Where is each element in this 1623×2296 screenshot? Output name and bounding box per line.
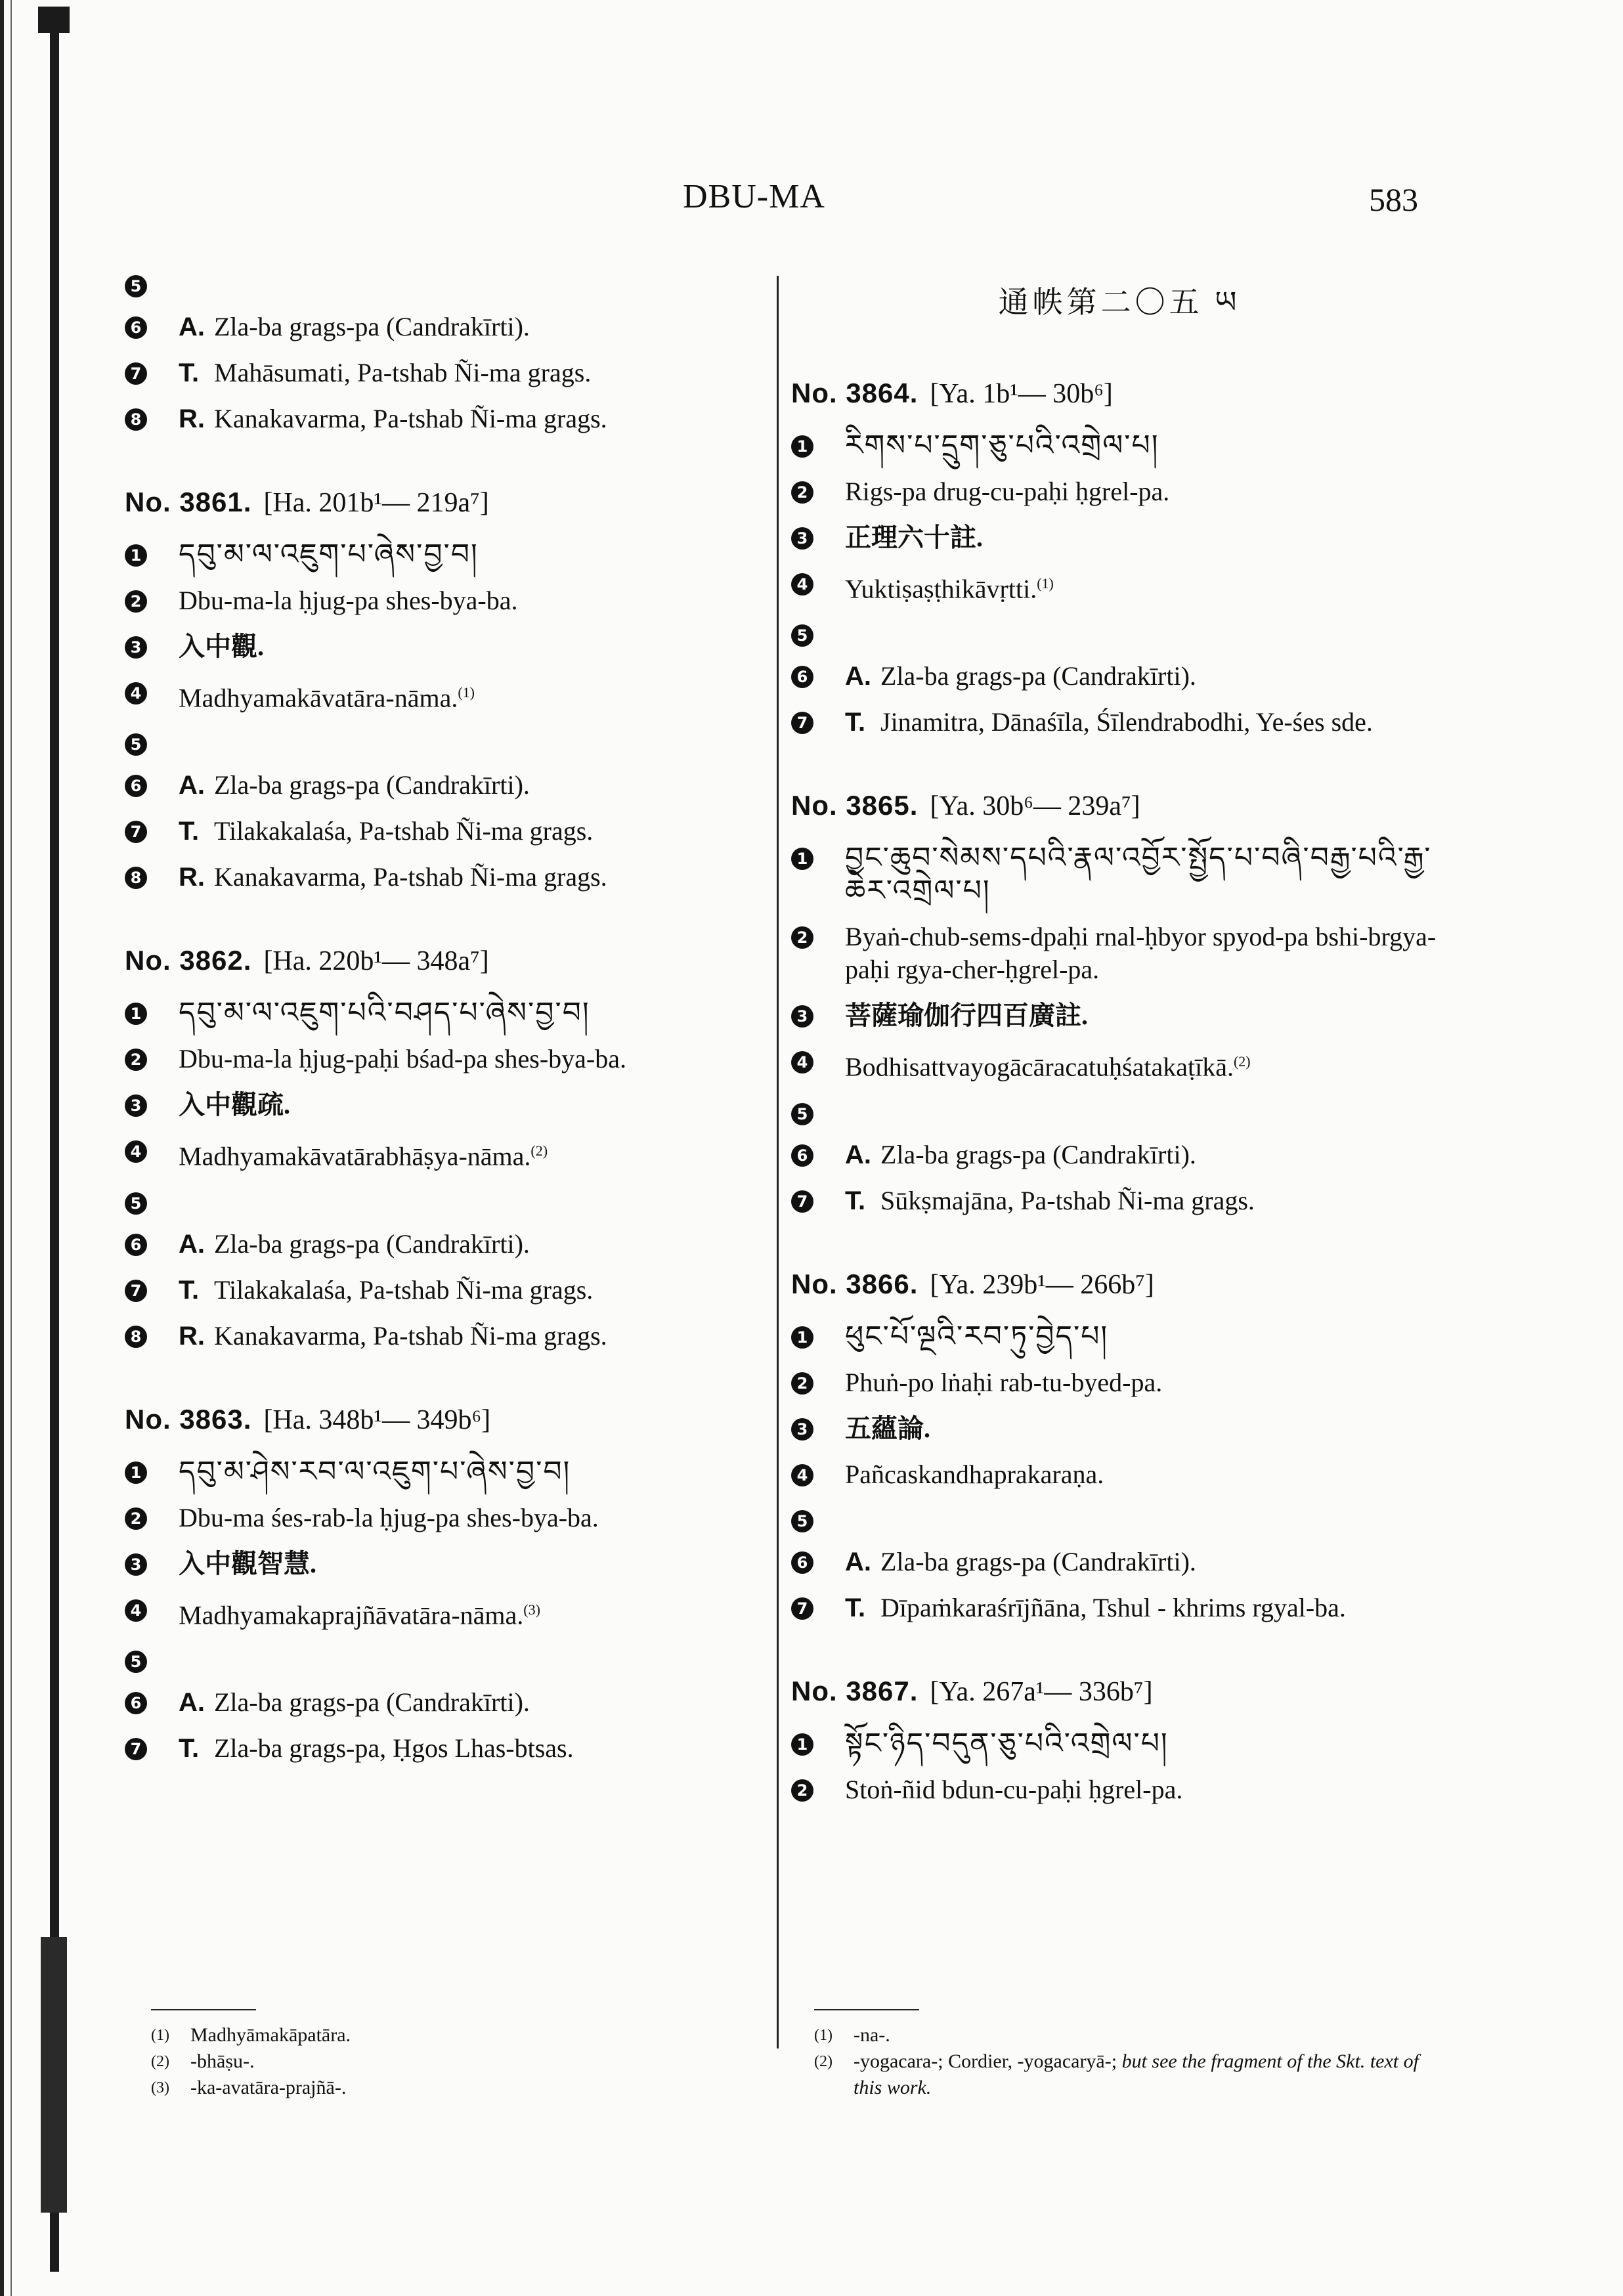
entry-text-value: Pañcaskandhaprakaraṇa. <box>845 1459 1104 1489</box>
entry-number: No. 3864. <box>791 378 919 408</box>
circled-number-icon: 7 <box>125 362 147 385</box>
footnotes-left <box>151 1983 742 2101</box>
entry-text <box>845 1045 1448 1083</box>
entry-line <box>791 706 1448 739</box>
entry-text-value: Sūkṣmajāna, Pa-tshab Ñi-ma grags. <box>880 1185 1255 1215</box>
footnote-text-value: -ka-avatāra-prajñā-. <box>190 2077 347 2098</box>
catalog-entry <box>791 790 1448 1217</box>
entry-number: No. 3862. <box>125 945 252 976</box>
circled-number-icon: 5 <box>791 624 813 647</box>
role-label: T. <box>179 358 200 387</box>
footnote-rule <box>151 2009 256 2010</box>
circled-number-icon: 5 <box>791 1103 813 1125</box>
entry-text-value: Zla-ba grags-pa (Candrakīrti). <box>214 1228 530 1259</box>
circled-number-icon: 1 <box>125 544 147 567</box>
entry-text-value: 菩薩瑜伽行四百廣註. <box>845 1001 1088 1031</box>
entry-text <box>214 1686 775 1719</box>
circled-number-icon: 2 <box>125 1049 147 1071</box>
role-label: R. <box>179 1321 205 1351</box>
footnote-marker: (2) <box>530 1142 548 1159</box>
circled-number-icon: 2 <box>125 590 147 613</box>
entry-text-value: Zla-ba grags-pa (Candrakīrti). <box>880 1139 1196 1169</box>
entry-folio-range: [Ya. 267a¹— 336b⁷] <box>930 1676 1153 1707</box>
entry-text <box>880 1546 1448 1578</box>
entry-line <box>791 1546 1448 1578</box>
entry-text <box>845 921 1448 986</box>
entry-heading <box>125 945 775 977</box>
circled-number-icon: 8 <box>125 867 147 889</box>
entry-text-value: Madhyamakāvatārabhāṣya-nāma. <box>179 1141 531 1171</box>
entry-text-value: 入中觀智慧. <box>179 1548 316 1578</box>
circled-number-icon: 4 <box>125 1599 147 1622</box>
entry-text <box>214 861 775 894</box>
entry-line <box>125 1686 775 1719</box>
entry-line <box>125 1645 775 1673</box>
entry-text-value: Mahāsumati, Pa-tshab Ñi-ma grags. <box>214 358 592 387</box>
entry-line <box>791 475 1448 508</box>
entry-text-value: Zla-ba grags-pa (Candrakīrti). <box>214 312 530 341</box>
entry-text-value: 入中觀疏. <box>179 1090 290 1120</box>
entry-text-value: སྟོང་ཉིད་བདུན་ཅུ་པའི་འགྲེལ་པ། <box>845 1726 1169 1760</box>
footnote-italic: but see the fragment of the Skt. text of this work. <box>854 2050 1419 2098</box>
circled-number-icon: 1 <box>791 1326 813 1349</box>
footnote-number: (2) <box>151 2053 169 2070</box>
footnote <box>814 2048 1431 2101</box>
entry-heading <box>125 1404 775 1436</box>
entry-text-value: 五蘊論. <box>845 1413 930 1443</box>
entry-line <box>791 999 1448 1032</box>
entry-line <box>791 1184 1448 1217</box>
entry-folio-range: [Ha. 220b¹— 348a⁷] <box>263 946 489 977</box>
entry-text-value: Tilakakalaśa, Pa-tshab Ñi-ma grags. <box>214 1274 594 1305</box>
circled-number-icon: 6 <box>125 1692 147 1714</box>
entry-line <box>125 1548 775 1580</box>
circled-number-icon: 1 <box>791 1733 813 1756</box>
entry-text <box>179 584 775 617</box>
circled-number-icon: 3 <box>125 1553 147 1576</box>
entry-text <box>214 311 775 343</box>
footnote-rule <box>814 2009 919 2010</box>
circled-number-icon: 4 <box>791 1051 813 1073</box>
circled-number-icon: 7 <box>791 1597 813 1620</box>
entry-text-value: Kanakavarma, Pa-tshab Ñi-ma grags. <box>214 862 607 892</box>
chinese-title <box>179 1548 775 1580</box>
entry-line <box>791 1045 1448 1083</box>
entry-line <box>125 676 775 714</box>
entry-text <box>214 402 775 435</box>
chinese-title <box>845 1412 1448 1445</box>
circled-number-icon: 1 <box>791 848 813 870</box>
entry-heading <box>791 1676 1448 1708</box>
entry-line <box>791 1727 1448 1760</box>
tibetan-title <box>845 842 1448 907</box>
entry-text-value: Bodhisattvayogācāracatuḥśatakaṭīkā. <box>845 1052 1234 1082</box>
role-label: A. <box>845 1547 871 1576</box>
circled-number-icon: 5 <box>125 733 147 756</box>
entry-text-value: Zla-ba grags-pa (Candrakīrti). <box>880 1546 1196 1576</box>
catalog-entry <box>125 945 775 1352</box>
entry-text-value: Dbu-ma-la ḥjug-pa shes-bya-ba. <box>179 586 518 615</box>
entry-text <box>880 660 1448 693</box>
entry-line <box>791 429 1448 462</box>
entry-folio-range: [Ya. 1b¹— 30b⁶] <box>930 379 1113 409</box>
entry-line <box>791 842 1448 907</box>
footnotes-right <box>814 1983 1431 2101</box>
entry-text <box>880 1592 1448 1624</box>
footnote <box>151 2075 742 2101</box>
entry-text-value: Yuktiṣaṣṭhikāvṛtti. <box>845 574 1037 604</box>
role-label: R. <box>179 404 205 433</box>
footnote-text <box>854 2022 890 2048</box>
tibetan-title <box>179 538 775 571</box>
entry-number: No. 3863. <box>125 1403 252 1435</box>
entry-line <box>791 521 1448 554</box>
left-column <box>125 269 775 1816</box>
chinese-title <box>179 630 775 663</box>
circled-number-icon: 3 <box>125 636 147 659</box>
entry-line <box>791 1504 1448 1532</box>
circled-number-icon: 8 <box>125 1326 147 1348</box>
entry-text <box>845 567 1448 605</box>
circled-number-icon: 6 <box>125 1234 147 1256</box>
catalog-entry <box>125 269 775 435</box>
role-label: T. <box>179 1275 200 1305</box>
footnote-number: (1) <box>814 2027 833 2044</box>
page-number: 583 <box>1369 181 1418 218</box>
footnote-marker: (1) <box>458 684 475 701</box>
entry-line <box>791 1366 1448 1399</box>
entry-text <box>214 769 775 802</box>
entry-text-value: Phuṅ-po lṅaḥi rab-tu-byed-pa. <box>845 1367 1163 1397</box>
entry-text-value: Dbu-ma śes-rab-la ḥjug-pa shes-bya-ba. <box>179 1502 599 1532</box>
circled-number-icon: 5 <box>125 275 147 297</box>
entry-text-value: རིགས་པ་དྲུག་ཅུ་པའི་འགྲེལ་པ། <box>845 429 1159 462</box>
footnote <box>151 2048 742 2075</box>
entry-heading <box>791 378 1448 410</box>
circled-number-icon: 6 <box>791 666 813 688</box>
entry-text-value: Kanakavarma, Pa-tshab Ñi-ma grags. <box>214 1320 607 1351</box>
role-label: R. <box>179 863 205 892</box>
entry-line <box>125 1320 775 1353</box>
entry-line <box>125 538 775 571</box>
circled-number-icon: 3 <box>791 1418 813 1440</box>
circled-number-icon: 1 <box>125 1003 147 1025</box>
entry-text-value: Kanakavarma, Pa-tshab Ñi-ma grags. <box>214 404 607 433</box>
entry-text <box>179 1043 775 1075</box>
footnote-text <box>190 2048 254 2075</box>
entry-text-value: དབུ་མ་ལ་འཇུག་པ་ཞེས་བྱ་བ། <box>179 538 479 571</box>
entry-folio-range: [Ya. 30b⁶— 239a⁷] <box>930 791 1140 822</box>
circled-number-icon: 4 <box>125 682 147 704</box>
role-label: A. <box>845 1140 871 1169</box>
circled-number-icon: 4 <box>125 1140 147 1163</box>
entry-line <box>125 1502 775 1534</box>
entry-line <box>125 727 775 756</box>
role-label: T. <box>179 817 200 846</box>
circled-number-icon: 7 <box>791 712 813 734</box>
footnote-text-value: Madhyāmakāpatāra. <box>190 2024 351 2046</box>
entry-line <box>791 1773 1448 1806</box>
circled-number-icon: 2 <box>791 481 813 504</box>
entry-line <box>791 618 1448 647</box>
chinese-title <box>179 1089 775 1121</box>
entry-number: No. 3861. <box>125 487 252 517</box>
entry-folio-range: [Ha. 348b¹— 349b⁶] <box>263 1404 491 1435</box>
entry-line <box>125 1593 775 1632</box>
entry-text-value: དབུ་མ་ཤེས་རབ་ལ་འཇུག་པ་ཞེས་བྱ་བ། <box>179 1454 571 1488</box>
entry-line <box>125 630 775 663</box>
circled-number-icon: 2 <box>791 926 813 949</box>
entry-text <box>214 1732 775 1765</box>
circled-number-icon: 4 <box>791 573 813 596</box>
circled-number-icon: 4 <box>791 1464 813 1486</box>
circled-number-icon: 1 <box>125 1462 147 1484</box>
tibetan-title <box>845 1727 1448 1760</box>
circled-number-icon: 6 <box>791 1551 813 1574</box>
role-label: T. <box>845 1186 866 1215</box>
circled-number-icon: 2 <box>791 1372 813 1395</box>
role-label: T. <box>179 1733 200 1763</box>
tibetan-title <box>845 429 1448 462</box>
footnote <box>151 2022 742 2048</box>
entry-text-value: བྱང་ཆུབ་སེམས་དཔའི་རྣལ་འབྱོར་སྤྱོད་པ་བཞི་བརྒྱ་པའི་རྒྱ་ཆེར་འགྲེལ་པ། <box>845 841 1432 908</box>
entry-text-value: Stoṅ-ñid bdun-cu-paḥi ḥgrel-pa. <box>845 1774 1183 1804</box>
binding-shadow <box>38 0 70 2296</box>
tibetan-title <box>179 1456 775 1488</box>
running-head: DBU-MA <box>683 178 825 215</box>
entry-line <box>125 269 775 297</box>
role-label: A. <box>179 313 205 341</box>
entry-line <box>791 1097 1448 1125</box>
entry-text <box>845 1773 1448 1806</box>
entry-folio-range: [Ha. 201b¹— 219a⁷] <box>263 488 489 518</box>
entry-line <box>125 1089 775 1121</box>
entry-text-value: Zla-ba grags-pa, Ḥgos Lhas-btsas. <box>214 1733 574 1763</box>
footnote-marker: (2) <box>1233 1053 1251 1070</box>
role-label: A. <box>845 662 871 691</box>
role-label: A. <box>179 1687 205 1717</box>
entry-text <box>214 1228 775 1261</box>
circled-number-icon: 6 <box>791 1144 813 1167</box>
entry-line <box>125 584 775 617</box>
entry-text-value: Madhyamakāvatāra-nāma. <box>179 683 458 713</box>
catalog-entry <box>791 378 1448 739</box>
tibetan-title <box>845 1320 1448 1353</box>
entry-text-value: Tilakakalaśa, Pa-tshab Ñi-ma grags. <box>214 816 594 846</box>
role-label: A. <box>179 1229 205 1259</box>
entry-text <box>179 1593 775 1632</box>
entry-folio-range: [Ya. 239b¹— 266b⁷] <box>930 1269 1154 1300</box>
entry-line <box>125 997 775 1029</box>
entry-text <box>214 1274 775 1307</box>
entry-line <box>125 1732 775 1765</box>
circled-number-icon: 2 <box>125 1507 147 1530</box>
scan-spine-edge <box>0 0 4 2296</box>
entry-line <box>125 769 775 802</box>
entry-line <box>791 1320 1448 1353</box>
circled-number-icon: 7 <box>125 821 147 843</box>
footnote-marker: (3) <box>523 1601 540 1618</box>
circled-number-icon: 5 <box>791 1510 813 1532</box>
circled-number-icon: 2 <box>791 1779 813 1802</box>
entry-line <box>125 1135 775 1173</box>
entry-text <box>845 1458 1448 1491</box>
catalog-entry <box>125 1404 775 1765</box>
entry-text-value: Rigs-pa drug-cu-paḥi ḥgrel-pa. <box>845 477 1170 506</box>
entry-text <box>214 1320 775 1353</box>
footnote-text-value: -na-. <box>854 2024 890 2046</box>
entry-number: No. 3865. <box>791 790 919 821</box>
column-divider <box>777 276 779 2048</box>
footnote-text <box>190 2022 351 2048</box>
entry-text <box>179 1135 775 1173</box>
entry-text <box>880 1184 1448 1217</box>
circled-number-icon: 7 <box>791 1190 813 1213</box>
footnote-number: (3) <box>151 2079 169 2096</box>
entry-text <box>845 475 1448 508</box>
entry-text <box>179 1502 775 1534</box>
entry-line <box>125 1274 775 1307</box>
role-label: A. <box>179 771 205 800</box>
entry-text-value: Dbu-ma-la ḥjug-paḥi bśad-pa shes-bya-ba. <box>179 1044 626 1074</box>
chinese-title <box>845 521 1448 554</box>
footnote-text-value: -bhāṣu-. <box>190 2050 255 2072</box>
entry-text-value: དབུ་མ་ལ་འཇུག་པའི་བཤད་པ་ཞེས་བྱ་བ། <box>179 996 590 1030</box>
circled-number-icon: 3 <box>791 527 813 550</box>
volume-title: 通帙第二〇五 ཡ <box>998 286 1241 319</box>
entry-text <box>214 357 775 389</box>
entry-text-value: 入中觀. <box>179 632 264 661</box>
circled-number-icon: 6 <box>125 316 147 339</box>
role-label: T. <box>845 708 866 737</box>
catalog-entry <box>791 1268 1448 1624</box>
entry-line <box>125 861 775 894</box>
scan-spine-line <box>11 0 12 2296</box>
footnote-number: (1) <box>151 2027 169 2044</box>
entry-line <box>791 921 1448 986</box>
entry-text <box>179 676 775 714</box>
footnote-marker: (1) <box>1037 575 1054 592</box>
circled-number-icon: 5 <box>125 1651 147 1673</box>
entry-line <box>791 567 1448 605</box>
entry-text-value: Zla-ba grags-pa (Candrakīrti). <box>214 1687 530 1717</box>
role-label: T. <box>845 1593 866 1622</box>
footnote-text <box>854 2048 1431 2101</box>
entry-text-value: Zla-ba grags-pa (Candrakīrti). <box>214 770 530 800</box>
entry-number: No. 3867. <box>791 1675 919 1706</box>
right-column <box>791 269 1448 1857</box>
tibetan-title <box>179 997 775 1029</box>
entry-number: No. 3866. <box>791 1268 919 1299</box>
entry-line <box>125 1228 775 1261</box>
entry-heading <box>791 790 1448 822</box>
entry-line <box>125 357 775 389</box>
circled-number-icon: 8 <box>125 408 147 431</box>
circled-number-icon: 7 <box>125 1738 147 1760</box>
entry-line <box>125 1043 775 1075</box>
entry-line <box>125 1186 775 1215</box>
entry-line <box>791 1138 1448 1171</box>
circled-number-icon: 3 <box>791 1005 813 1028</box>
footnote-number: (2) <box>814 2053 833 2070</box>
chinese-title <box>845 999 1448 1032</box>
footnote-text <box>190 2075 346 2101</box>
entry-text <box>214 815 775 848</box>
entry-text-value: 正理六十註. <box>845 523 983 552</box>
entry-line <box>791 1458 1448 1491</box>
entry-line <box>125 1456 775 1488</box>
entry-line <box>791 1412 1448 1445</box>
entry-line <box>125 402 775 435</box>
catalog-entry <box>125 487 775 894</box>
entry-text-value: ཕུང་པོ་ལྔའི་རབ་ཏུ་བྱེད་པ། <box>845 1319 1109 1353</box>
entry-text-value: Madhyamakaprajñāvatāra-nāma. <box>179 1599 524 1630</box>
entry-text <box>880 706 1448 739</box>
entry-text-value: Byaṅ-chub-sems-dpaḥi rnal-ḥbyor spyod-pa bshi-brgya-paḥi rgya-cher-ḥgrel-pa. <box>845 922 1437 985</box>
entry-line <box>791 1592 1448 1624</box>
circled-number-icon: 7 <box>125 1280 147 1302</box>
footnote <box>814 2022 1431 2048</box>
circled-number-icon: 1 <box>791 435 813 458</box>
entry-line <box>125 311 775 343</box>
entry-text-value: Dīpaṁkaraśrījñāna, Tshul - khrims rgyal-ba. <box>880 1592 1346 1622</box>
circled-number-icon: 3 <box>125 1094 147 1117</box>
circled-number-icon: 5 <box>125 1192 147 1215</box>
entry-text <box>880 1138 1448 1171</box>
entry-text-value: Jinamitra, Dānaśīla, Śīlendrabodhi, Ye-śes sde. <box>880 707 1373 737</box>
entry-heading <box>791 1268 1448 1301</box>
entry-heading <box>125 487 775 519</box>
entry-text <box>845 1366 1448 1399</box>
catalog-entry <box>791 1676 1448 1806</box>
entry-text-value: Zla-ba grags-pa (Candrakīrti). <box>880 661 1196 691</box>
circled-number-icon: 6 <box>125 775 147 797</box>
entry-line <box>791 660 1448 693</box>
entry-line <box>125 815 775 848</box>
footnote-text-value: -yogacara-; Cordier, -yogacaryā-; <box>854 2050 1122 2072</box>
